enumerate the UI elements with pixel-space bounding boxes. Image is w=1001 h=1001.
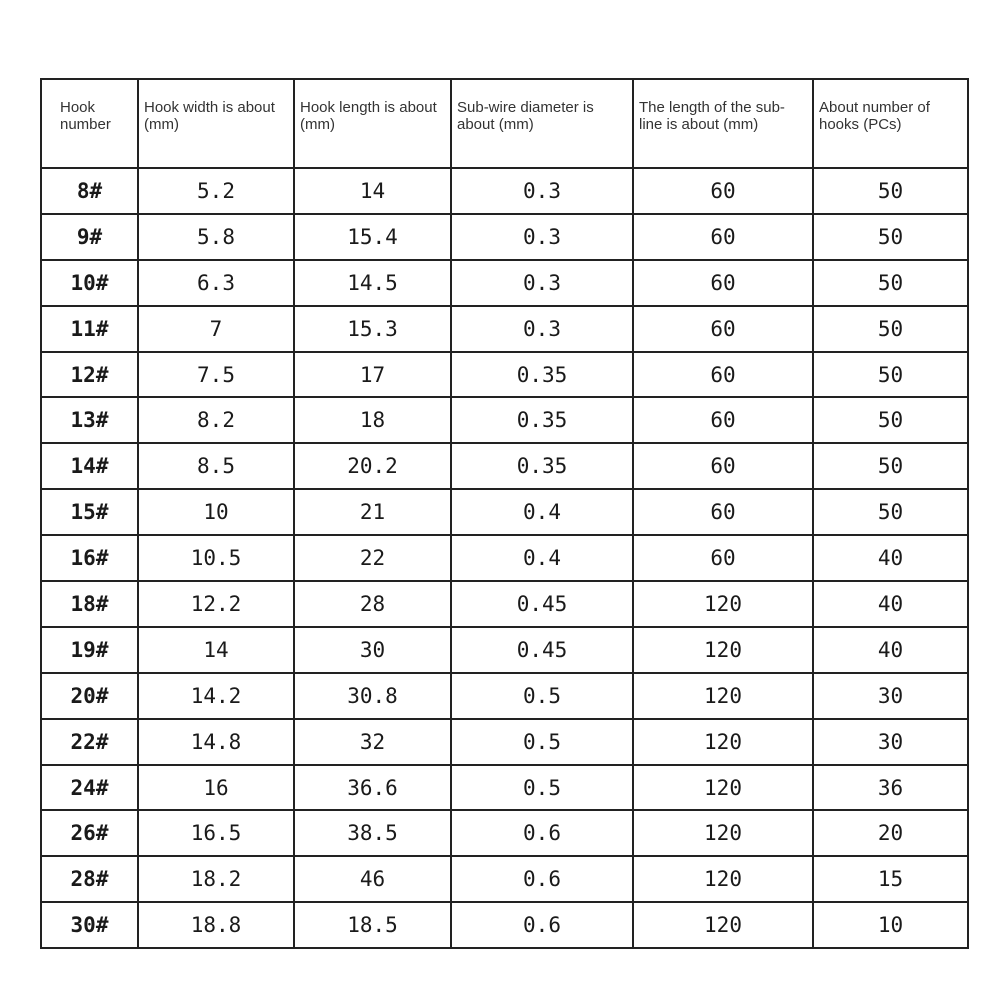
cell-sub-line-length: 60 bbox=[633, 168, 813, 214]
table-row bbox=[41, 856, 968, 902]
table-row bbox=[41, 765, 968, 811]
cell-sub-wire-diameter: 0.3 bbox=[451, 260, 633, 306]
cell-hook-count: 50 bbox=[813, 489, 968, 535]
cell-hook-length: 46 bbox=[294, 856, 451, 902]
cell-sub-wire-diameter: 0.6 bbox=[451, 856, 633, 902]
table-row bbox=[41, 352, 968, 398]
cell-sub-wire-diameter: 0.3 bbox=[451, 168, 633, 214]
cell-hook-length: 32 bbox=[294, 719, 451, 765]
table-body bbox=[41, 168, 968, 948]
cell-hook-length: 28 bbox=[294, 581, 451, 627]
cell-sub-line-length: 120 bbox=[633, 627, 813, 673]
cell-hook-number: 22# bbox=[41, 719, 138, 765]
cell-hook-width: 7 bbox=[138, 306, 294, 352]
header-sub-wire-diameter: Sub-wire diameter is about (mm) bbox=[451, 79, 633, 168]
cell-sub-wire-diameter: 0.5 bbox=[451, 673, 633, 719]
cell-hook-width: 8.5 bbox=[138, 443, 294, 489]
table-row bbox=[41, 535, 968, 581]
cell-hook-number: 15# bbox=[41, 489, 138, 535]
header-hook-number: Hook number bbox=[41, 79, 138, 168]
cell-sub-line-length: 60 bbox=[633, 306, 813, 352]
cell-hook-count: 15 bbox=[813, 856, 968, 902]
cell-hook-number: 9# bbox=[41, 214, 138, 260]
cell-hook-number: 16# bbox=[41, 535, 138, 581]
cell-hook-width: 18.2 bbox=[138, 856, 294, 902]
cell-hook-width: 10.5 bbox=[138, 535, 294, 581]
cell-sub-line-length: 60 bbox=[633, 489, 813, 535]
table-row bbox=[41, 673, 968, 719]
cell-hook-length: 14 bbox=[294, 168, 451, 214]
table-row bbox=[41, 902, 968, 948]
cell-hook-width: 16 bbox=[138, 765, 294, 811]
cell-hook-count: 40 bbox=[813, 535, 968, 581]
cell-hook-length: 30.8 bbox=[294, 673, 451, 719]
cell-hook-width: 8.2 bbox=[138, 397, 294, 443]
cell-hook-number: 19# bbox=[41, 627, 138, 673]
header-sub-line-length: The length of the sub-line is about (mm) bbox=[633, 79, 813, 168]
cell-sub-line-length: 60 bbox=[633, 260, 813, 306]
cell-hook-width: 5.2 bbox=[138, 168, 294, 214]
cell-sub-line-length: 120 bbox=[633, 673, 813, 719]
cell-hook-number: 12# bbox=[41, 352, 138, 398]
cell-hook-count: 40 bbox=[813, 581, 968, 627]
table-row bbox=[41, 397, 968, 443]
cell-hook-width: 18.8 bbox=[138, 902, 294, 948]
table-row bbox=[41, 627, 968, 673]
cell-hook-length: 38.5 bbox=[294, 810, 451, 856]
header-hook-width: Hook width is about (mm) bbox=[138, 79, 294, 168]
cell-sub-wire-diameter: 0.5 bbox=[451, 765, 633, 811]
cell-sub-line-length: 120 bbox=[633, 765, 813, 811]
cell-sub-line-length: 60 bbox=[633, 397, 813, 443]
table-row bbox=[41, 489, 968, 535]
cell-hook-number: 18# bbox=[41, 581, 138, 627]
cell-hook-number: 11# bbox=[41, 306, 138, 352]
cell-sub-line-length: 120 bbox=[633, 856, 813, 902]
header-hook-count: About number of hooks (PCs) bbox=[813, 79, 968, 168]
table-row bbox=[41, 168, 968, 214]
cell-hook-length: 18 bbox=[294, 397, 451, 443]
cell-hook-width: 14.8 bbox=[138, 719, 294, 765]
cell-sub-wire-diameter: 0.45 bbox=[451, 627, 633, 673]
cell-sub-wire-diameter: 0.6 bbox=[451, 810, 633, 856]
cell-hook-length: 21 bbox=[294, 489, 451, 535]
cell-hook-count: 50 bbox=[813, 306, 968, 352]
cell-hook-width: 5.8 bbox=[138, 214, 294, 260]
cell-hook-number: 8# bbox=[41, 168, 138, 214]
cell-sub-line-length: 60 bbox=[633, 352, 813, 398]
cell-hook-length: 14.5 bbox=[294, 260, 451, 306]
cell-hook-count: 30 bbox=[813, 719, 968, 765]
cell-sub-wire-diameter: 0.4 bbox=[451, 489, 633, 535]
cell-hook-count: 50 bbox=[813, 214, 968, 260]
table-row bbox=[41, 810, 968, 856]
cell-sub-wire-diameter: 0.3 bbox=[451, 214, 633, 260]
cell-sub-wire-diameter: 0.35 bbox=[451, 397, 633, 443]
cell-sub-line-length: 60 bbox=[633, 443, 813, 489]
cell-hook-number: 28# bbox=[41, 856, 138, 902]
table-row bbox=[41, 443, 968, 489]
cell-hook-count: 36 bbox=[813, 765, 968, 811]
cell-hook-number: 30# bbox=[41, 902, 138, 948]
cell-hook-length: 22 bbox=[294, 535, 451, 581]
cell-hook-number: 26# bbox=[41, 810, 138, 856]
cell-hook-count: 50 bbox=[813, 260, 968, 306]
cell-hook-length: 15.3 bbox=[294, 306, 451, 352]
cell-sub-wire-diameter: 0.35 bbox=[451, 443, 633, 489]
cell-hook-width: 14 bbox=[138, 627, 294, 673]
table-row bbox=[41, 581, 968, 627]
cell-hook-number: 13# bbox=[41, 397, 138, 443]
cell-hook-length: 15.4 bbox=[294, 214, 451, 260]
cell-sub-line-length: 120 bbox=[633, 902, 813, 948]
cell-hook-count: 50 bbox=[813, 352, 968, 398]
cell-hook-length: 20.2 bbox=[294, 443, 451, 489]
cell-hook-length: 36.6 bbox=[294, 765, 451, 811]
cell-hook-number: 20# bbox=[41, 673, 138, 719]
cell-sub-wire-diameter: 0.5 bbox=[451, 719, 633, 765]
table-row bbox=[41, 260, 968, 306]
table-row bbox=[41, 306, 968, 352]
cell-hook-width: 6.3 bbox=[138, 260, 294, 306]
cell-sub-line-length: 60 bbox=[633, 214, 813, 260]
cell-sub-wire-diameter: 0.6 bbox=[451, 902, 633, 948]
cell-hook-count: 50 bbox=[813, 443, 968, 489]
cell-hook-number: 24# bbox=[41, 765, 138, 811]
cell-hook-number: 10# bbox=[41, 260, 138, 306]
cell-hook-width: 16.5 bbox=[138, 810, 294, 856]
cell-sub-line-length: 120 bbox=[633, 719, 813, 765]
cell-hook-width: 14.2 bbox=[138, 673, 294, 719]
header-hook-length: Hook length is about (mm) bbox=[294, 79, 451, 168]
cell-hook-number: 14# bbox=[41, 443, 138, 489]
cell-hook-count: 50 bbox=[813, 397, 968, 443]
cell-hook-length: 17 bbox=[294, 352, 451, 398]
cell-hook-length: 30 bbox=[294, 627, 451, 673]
hook-spec-table bbox=[40, 78, 969, 949]
cell-sub-wire-diameter: 0.4 bbox=[451, 535, 633, 581]
table-row bbox=[41, 214, 968, 260]
cell-hook-width: 12.2 bbox=[138, 581, 294, 627]
cell-hook-count: 50 bbox=[813, 168, 968, 214]
cell-hook-count: 40 bbox=[813, 627, 968, 673]
cell-sub-line-length: 60 bbox=[633, 535, 813, 581]
cell-sub-line-length: 120 bbox=[633, 810, 813, 856]
cell-sub-wire-diameter: 0.45 bbox=[451, 581, 633, 627]
cell-hook-length: 18.5 bbox=[294, 902, 451, 948]
cell-sub-line-length: 120 bbox=[633, 581, 813, 627]
cell-hook-count: 30 bbox=[813, 673, 968, 719]
cell-hook-count: 10 bbox=[813, 902, 968, 948]
table-row bbox=[41, 719, 968, 765]
cell-hook-width: 7.5 bbox=[138, 352, 294, 398]
cell-hook-width: 10 bbox=[138, 489, 294, 535]
cell-hook-count: 20 bbox=[813, 810, 968, 856]
cell-sub-wire-diameter: 0.35 bbox=[451, 352, 633, 398]
cell-sub-wire-diameter: 0.3 bbox=[451, 306, 633, 352]
header-row bbox=[41, 79, 968, 168]
